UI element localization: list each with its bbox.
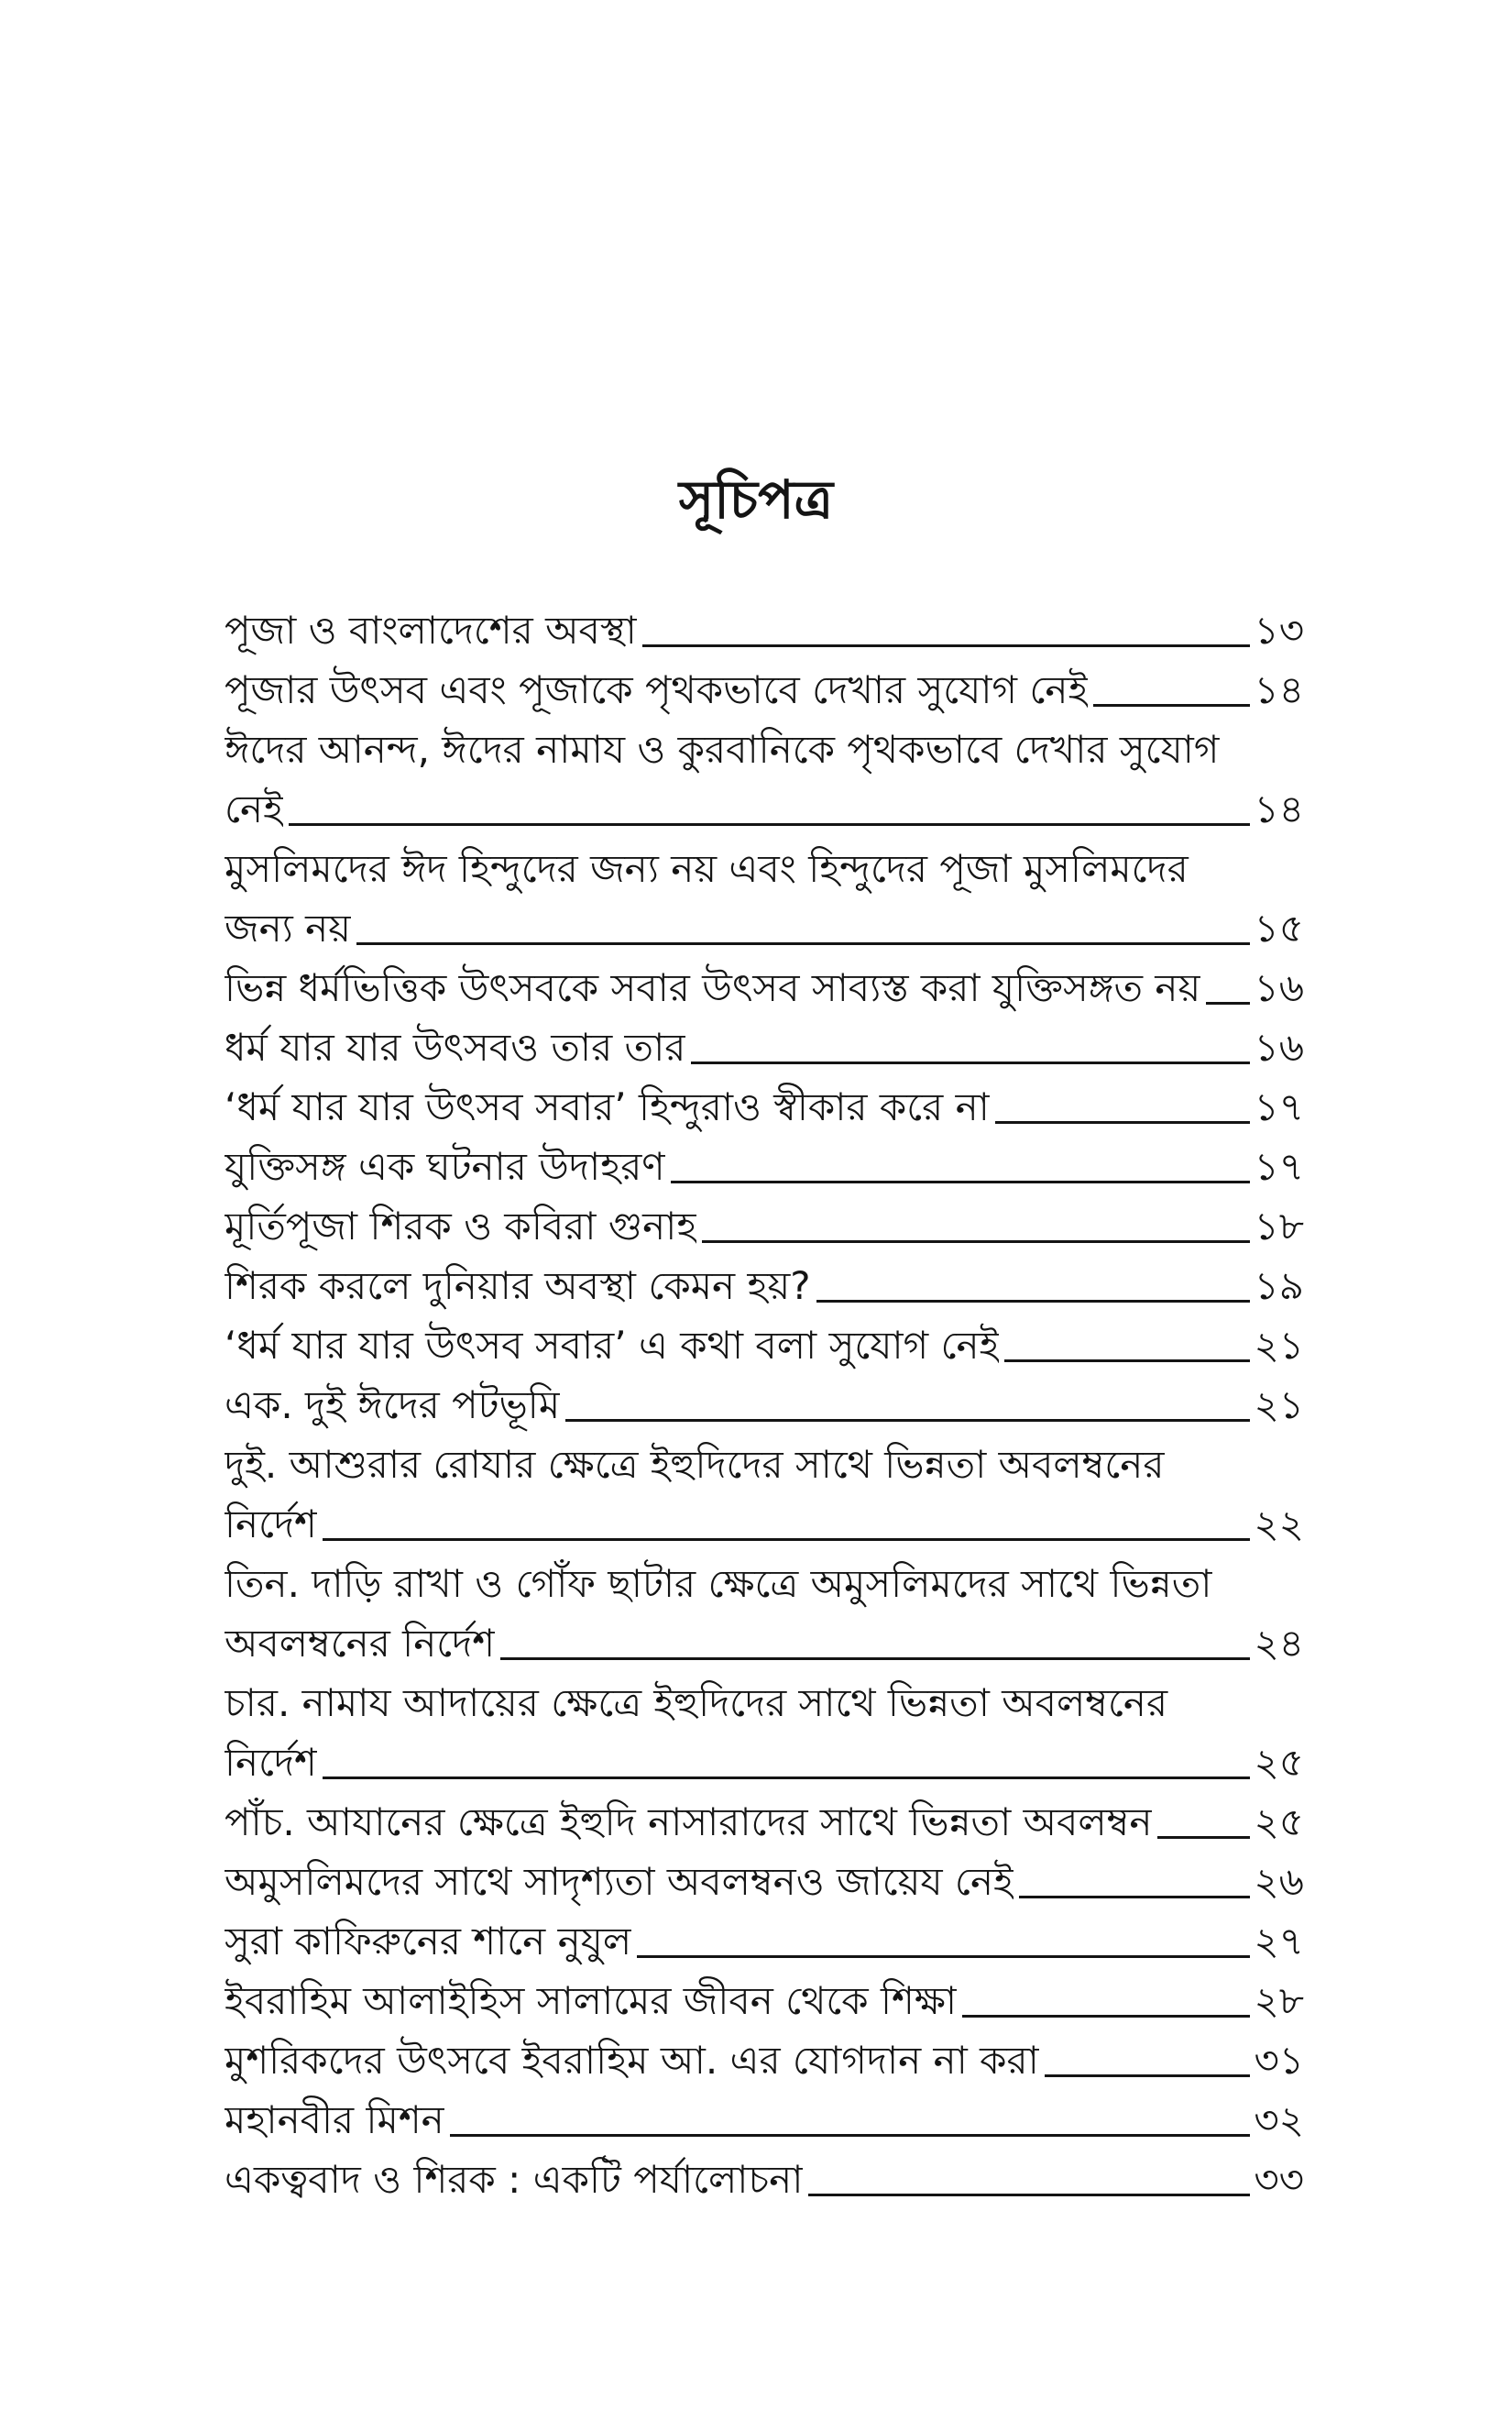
toc-page-number: ১৮ xyxy=(1254,1204,1304,1248)
toc-entry-title: ‘ধর্ম যার যার উৎসব সবার’ এ কথা বলা সুযোগ নেই xyxy=(225,1323,1000,1368)
toc-page-number: ২৫ xyxy=(1254,1799,1304,1844)
toc-page-number: ১৪ xyxy=(1254,667,1304,712)
toc-entry-line xyxy=(225,898,1304,958)
toc-entry-line xyxy=(225,1077,1304,1137)
toc-entry[interactable] xyxy=(225,1673,1304,1792)
toc-entry-line xyxy=(225,1971,1304,2030)
toc-entry-title: ইবরাহিম আলাইহিস সালামের জীবন থেকে শিক্ষা xyxy=(225,1978,958,2023)
toc-entry-line xyxy=(225,1792,1304,1852)
toc-leader-line xyxy=(1157,1836,1250,1839)
toc-entry[interactable] xyxy=(225,1971,1304,2030)
toc-entry[interactable] xyxy=(225,1852,1304,1911)
toc-entry-title: নির্দেশ xyxy=(225,1740,317,1785)
table-of-contents xyxy=(225,600,1304,2209)
toc-entry-title: যুক্তিসঙ্গ এক ঘটনার উদাহরণ xyxy=(225,1144,665,1189)
toc-leader-line xyxy=(1206,1002,1250,1005)
toc-entry[interactable] xyxy=(225,1077,1304,1137)
toc-entry-title: অবলম্বনের নির্দেশ xyxy=(225,1621,496,1666)
toc-entry-line xyxy=(225,660,1304,720)
toc-entry-title: ভিন্ন ধর্মভিত্তিক উৎসবকে সবার উৎসব সাব্যস্ত করা যুক্তিসঙ্গত নয় xyxy=(225,965,1201,1010)
toc-entry-line xyxy=(225,1256,1304,1315)
toc-entry[interactable] xyxy=(225,600,1304,660)
toc-page-number: ২২ xyxy=(1254,1502,1304,1546)
toc-page-number: ২৬ xyxy=(1254,1859,1304,1904)
toc-entry-title: অমুসলিমদের সাথে সাদৃশ্যতা অবলম্বনও জায়েয নেই xyxy=(225,1859,1013,1904)
toc-entry-title: জন্য নয় xyxy=(225,906,351,951)
toc-entry-title: এক. দুই ঈদের পটভূমি xyxy=(225,1382,561,1427)
toc-entry-title: ‘ধর্ম যার যার উৎসব সবার’ হিন্দুরাও স্বীকার করে না xyxy=(225,1084,990,1129)
toc-entry[interactable] xyxy=(225,1435,1304,1554)
toc-entry[interactable] xyxy=(225,1256,1304,1315)
toc-page-number: ৩৩ xyxy=(1254,2157,1304,2202)
toc-entry-line xyxy=(225,1315,1304,1375)
toc-leader-line xyxy=(1045,2074,1251,2077)
toc-entry-title: ধর্ম যার যার উৎসবও তার তার xyxy=(225,1025,686,1070)
toc-entry-title: মহানবীর মিশন xyxy=(225,2097,444,2142)
toc-leader-line xyxy=(962,2015,1250,2018)
toc-page-number: ১৬ xyxy=(1254,1025,1304,1070)
toc-entry-title: মুশরিকদের উৎসবে ইবরাহিম আ. এর যোগদান না করা xyxy=(225,2038,1039,2083)
toc-entry-line xyxy=(225,1196,1304,1256)
toc-entry-line xyxy=(225,1018,1304,1077)
toc-entry-line xyxy=(225,1732,1304,1792)
toc-entry-title: পূজার উৎসব এবং পূজাকে পৃথকভাবে দেখার সুযোগ নেই xyxy=(225,667,1089,712)
toc-page-number: ৩২ xyxy=(1254,2097,1304,2142)
toc-leader-line xyxy=(995,1121,1251,1124)
page-title: সূচিপত্র xyxy=(678,468,834,531)
toc-entry-line xyxy=(225,958,1304,1018)
toc-leader-line xyxy=(1004,1359,1250,1362)
toc-entry[interactable] xyxy=(225,1792,1304,1852)
toc-leader-line xyxy=(808,2194,1250,2196)
toc-entry[interactable] xyxy=(225,660,1304,720)
toc-page-number: ২৫ xyxy=(1254,1740,1304,1785)
toc-leader-line xyxy=(500,1657,1250,1660)
toc-page-number: ২৮ xyxy=(1254,1978,1304,2023)
toc-entry[interactable] xyxy=(225,1196,1304,1256)
toc-leader-line xyxy=(323,1776,1251,1779)
toc-entry-line xyxy=(225,1494,1304,1554)
toc-entry-title: নেই xyxy=(225,786,283,831)
toc-entry-title: মূর্তিপূজা শিরক ও কবিরা গুনাহ xyxy=(225,1204,697,1248)
toc-page-number: ২১ xyxy=(1254,1323,1304,1368)
toc-entry[interactable] xyxy=(225,720,1304,839)
toc-entry-title: শিরক করলে দুনিয়ার অবস্থা কেমন হয়? xyxy=(225,1263,811,1308)
toc-leader-line xyxy=(671,1181,1251,1183)
toc-entry[interactable] xyxy=(225,2090,1304,2150)
toc-page-number: ৩১ xyxy=(1254,2038,1304,2083)
toc-page-number: ১৩ xyxy=(1254,608,1304,653)
toc-entry-line xyxy=(225,779,1304,839)
toc-entry-title: সুরা কাফিরুনের শানে নুযুল xyxy=(225,1919,632,1964)
toc-page-number: ১৪ xyxy=(1254,786,1304,831)
toc-entry[interactable] xyxy=(225,1911,1304,1971)
toc-entry[interactable] xyxy=(225,2150,1304,2209)
toc-page-number: ১৬ xyxy=(1254,965,1304,1010)
toc-page-number: ১৭ xyxy=(1254,1084,1304,1129)
toc-leader-line xyxy=(1019,1896,1250,1898)
toc-entry[interactable] xyxy=(225,839,1304,958)
toc-entry-line xyxy=(225,1613,1304,1673)
toc-entry-title: নির্দেশ xyxy=(225,1502,317,1546)
toc-leader-line xyxy=(702,1240,1250,1243)
toc-leader-line xyxy=(289,823,1251,826)
toc-page-number: ১৯ xyxy=(1254,1263,1304,1308)
toc-entry-line xyxy=(225,2030,1304,2090)
toc-entry-line xyxy=(225,600,1304,660)
toc-leader-line xyxy=(1093,704,1250,707)
toc-entry[interactable] xyxy=(225,1554,1304,1673)
toc-leader-line xyxy=(637,1955,1250,1958)
toc-entry[interactable] xyxy=(225,2030,1304,2090)
toc-entry-line xyxy=(225,2090,1304,2150)
toc-entry[interactable] xyxy=(225,1375,1304,1435)
toc-entry-line xyxy=(225,1375,1304,1435)
toc-leader-line xyxy=(816,1300,1251,1303)
toc-page-number: ১৭ xyxy=(1254,1144,1304,1189)
toc-leader-line xyxy=(691,1062,1250,1064)
toc-entry-line xyxy=(225,2150,1304,2209)
toc-leader-line xyxy=(323,1538,1250,1541)
toc-leader-line xyxy=(565,1419,1250,1422)
toc-entry[interactable] xyxy=(225,1018,1304,1077)
toc-entry[interactable] xyxy=(225,1137,1304,1196)
toc-page-number: ২৪ xyxy=(1254,1621,1304,1666)
toc-entry-title: পাঁচ. আযানের ক্ষেত্রে ইহুদি নাসারাদের সাথে ভিন্নতা অবলম্বন xyxy=(225,1799,1153,1844)
toc-entry-line xyxy=(225,1852,1304,1911)
toc-entry-title: একত্ববাদ ও শিরক : একটি পর্যালোচনা xyxy=(225,2157,804,2202)
toc-page-number: ১৫ xyxy=(1254,906,1304,951)
toc-entry-title-line: দুই. আশুরার রোযার ক্ষেত্রে ইহুদিদের সাথে ভিন্নতা অবলম্বনের xyxy=(225,1442,1165,1487)
toc-entry-title-line: চার. নামায আদায়ের ক্ষেত্রে ইহুদিদের সাথে ভিন্নতা অবলম্বনের xyxy=(225,1680,1168,1725)
toc-page-number: ২৭ xyxy=(1254,1919,1304,1964)
toc-entry-line xyxy=(225,1911,1304,1971)
toc-entry-line xyxy=(225,1137,1304,1196)
toc-entry[interactable] xyxy=(225,1315,1304,1375)
toc-page-number: ২১ xyxy=(1254,1382,1304,1427)
toc-leader-line xyxy=(356,942,1250,945)
toc-entry-title-line: মুসলিমদের ঈদ হিন্দুদের জন্য নয় এবং হিন্দুদের পূজা মুসলিমদের xyxy=(225,846,1189,891)
toc-leader-line xyxy=(450,2134,1251,2137)
toc-entry-title-line: তিন. দাড়ি রাখা ও গোঁফ ছাটার ক্ষেত্রে অমুসলিমদের সাথে ভিন্নতা xyxy=(225,1561,1212,1606)
toc-leader-line xyxy=(642,644,1251,647)
toc-entry-title-line: ঈদের আনন্দ, ঈদের নামায ও কুরবানিকে পৃথকভাবে দেখার সুযোগ xyxy=(225,727,1220,772)
toc-entry-title: পূজা ও বাংলাদেশের অবস্থা xyxy=(225,608,637,653)
toc-entry[interactable] xyxy=(225,958,1304,1018)
